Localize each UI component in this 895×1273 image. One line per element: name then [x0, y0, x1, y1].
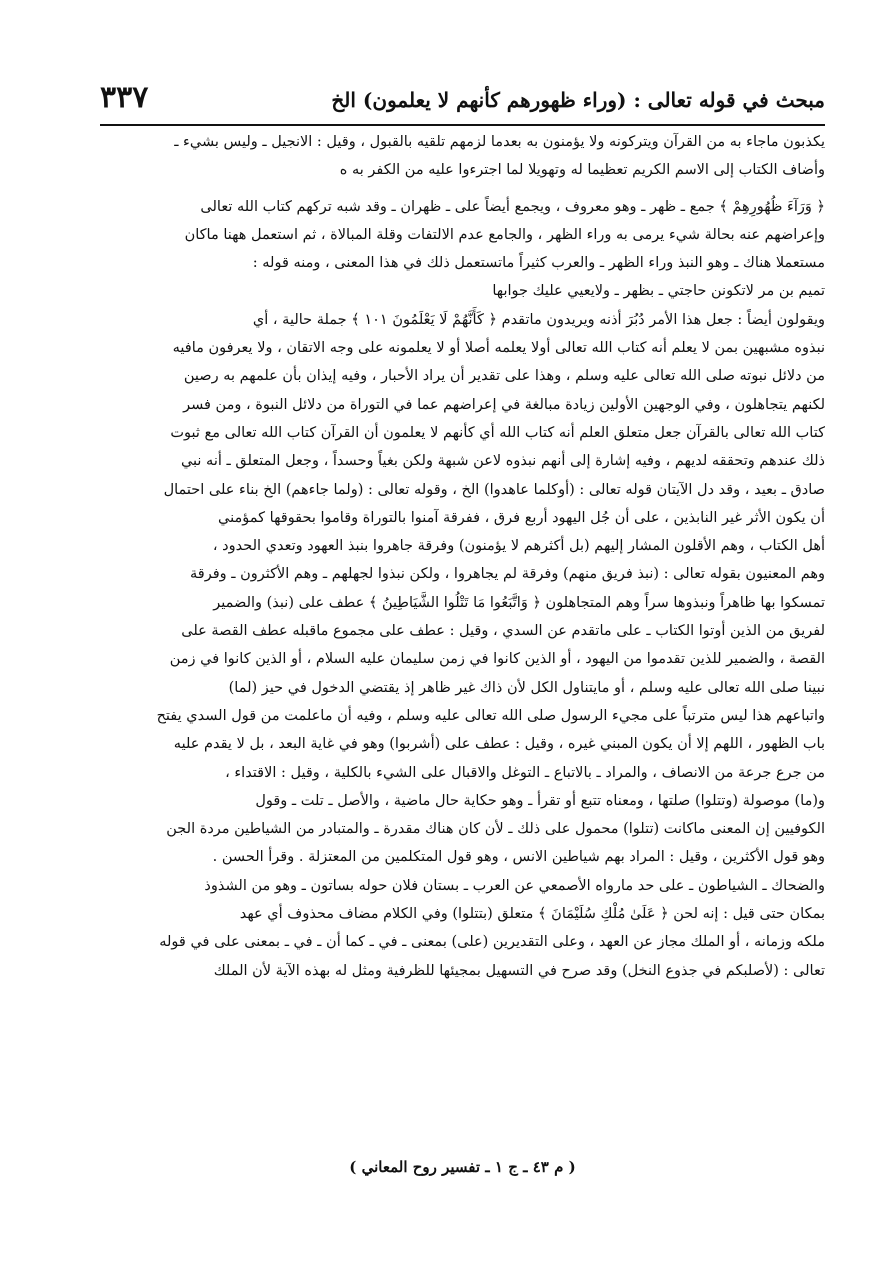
text-line: والضحاك ـ الشياطون ـ على حد مارواه الأصمعي عن العرب ـ بستان فلان حوله بساتون ـ وهو من الشذوذ [204, 877, 825, 894]
text-line: لكنهم يتجاهلون ، وفي الوجهين الأولين زيادة مبالغة في إعراضهم عما في التوراة من دلائل النبوة ، ومن فسر [183, 396, 825, 413]
text-line: صادق ـ بعيد ، وقد دل الآيتان قوله تعالى : (أوكلما عاهدوا) الخ ، وقوله تعالى : (ولما جاءهم) الخ بناء على احتمال [163, 481, 825, 498]
text-line: باب الظهور ، اللهم إلا أن يكون المبني غيره ، وقيل : عطف على (أشربوا) وهو في غاية البعد ، بل لا يقدم عليه [173, 736, 825, 753]
commentary-text [100, 128, 825, 1158]
text-line: بمكان حتى قيل : إنه لحن ﴿ عَلَىٰ مُلْكِ سُلَيْمَانَ ﴾ متعلق (بتتلوا) وفي الكلام مضاف محذوف أي عهد [239, 906, 825, 923]
text-line: الكوفيين إن المعنى ماكانت (تتلوا) محمول على ذلك ـ لأن كان هناك مقدرة ـ والمتبادر من الشياطين مردة الجن [166, 821, 825, 838]
text-line: أن يكون الأثر غير النابذين ، على أن جُل اليهود أربع فرق ، ففرقة آمنوا بالتوراة وقاموا بحقوقها كمؤمني [218, 509, 825, 526]
text-line: من دلائل نبوته صلى الله تعالى عليه وسلم ، وهذا على تقدير أن يراد الأحبار ، وفيه إيذان بأن علمهم به رصين [183, 368, 825, 385]
text-line: لفريق من الذين أوتوا الكتاب ـ على ماتقدم عن السدي ، وقيل : عطف على مجموع ماقبله عطف القصة على [181, 623, 825, 640]
running-title: مبحث في قوله تعالى : (وراء ظهورهم كأنهم لا يعلمون) الخ [331, 88, 825, 112]
text-line: ﴿ وَرَآءَ ظُهُورِهِمْ ﴾ جمع ـ ظهر ـ وهو معروف ، ويجمع أيضاً على ـ ظهران ـ وقد شبه تركهم كتاب الله تعالى [200, 198, 825, 215]
text-line: يكذبون ماجاء به من القرآن ويتركونه ولا يؤمنون به بعدما لزمهم تلقيه بالقبول ، وقيل : الانجيل ـ وليس بشيء ـ [174, 134, 825, 150]
text-line: تمسكوا بها ظاهراً ونبذوها سراً وهم المتجاهلون ﴿ وَاتَّبَعُوا مَا تَتْلُوا الشَّيَاطِينُ ﴾ عطف على (نبذ) والضمير [213, 594, 825, 611]
poetry-verse: تميم بن مر لاتكونن حاجتي ـ بظهر ـ ولايعيي عليك جوابها [492, 283, 825, 300]
text-line: القصة ، والضمير للذين تقدموا من اليهود ، أو الذين كانوا في زمن سليمان عليه السلام ، أو الذين كانوا في زمن [169, 651, 825, 668]
text-line: وهم المعنيون بقوله تعالى : (نبذ فريق منهم) وفرقة لم يجاهروا ، ولكن نبذوا لجهلهم ـ وهم الأكثرون ـ وفرقة [189, 566, 825, 583]
text-line: نبذوه مشبهين بمن لا يعلم أنه كتاب الله تعالى أولا يعلمه أصلا أو لا يعلمونه على وجه الاتقان ، ولا يعرفون مافيه [172, 340, 825, 357]
text-line: و(ما) موصولة (وتتلوا) صلتها ، ومعناه تتبع أو تقرأ ـ وهو حكاية حال ماضية ، والأصل ـ تلت ـ وقول [255, 792, 825, 809]
text-line: نبينا صلى الله تعالى عليه وسلم ، أو مايتناول الكل لأن ذاك غير ظاهر إذ يقتضي الدخول في حيز (لما) [228, 679, 825, 696]
text-line: وأضاف الكتاب إلى الاسم الكريم تعظيما له وتهويلا لما اجترءوا عليه من الكفر به ه [339, 162, 825, 179]
text-line: واتباعهم هذا ليس مترتباً على مجيء الرسول صلى الله تعالى عليه وسلم ، وفيه أن ماعلمت من قول السدي يفتح [156, 707, 825, 724]
page-number: ٣٣٧ [100, 80, 149, 115]
text-line: وهو قول الأكثرين ، وقيل : المراد بهم شياطين الانس ، وهو قول المتكلمين من المعتزلة . وقرأ الحسن . [212, 849, 825, 866]
page-header [100, 80, 825, 124]
text-line: ذلك عندهم وتحققه لديهم ، وفيه إشارة إلى أنهم نبذوه لاعن شبهة ولكن بغياً وحسداً ، وجعل المتعلق ـ أنه نبي [180, 453, 825, 470]
volume-signature: ( م ٤٣ ـ ج ١ ـ تفسير روح المعاني ) [349, 1158, 576, 1176]
text-line: كتاب الله تعالى بالقرآن جعل متعلق العلم أنه كتاب الله أي كأنهم لا يعلمون أن القرآن كتاب الله تعالى مع ثبوت [170, 424, 825, 441]
header-rule [100, 124, 825, 126]
text-line: ويقولون أيضاً : جعل هذا الأمر دُبُرَ أذنه ويريدون ماتقدم ﴿ كَأَنَّهُمْ لَا يَعْلَمُونَ ١٠١ ﴾ جملة حالية ، أي [252, 311, 825, 328]
text-line: تعالى : (لأصلبكم في جذوع النخل) وقد صرح في التسهيل بمجيئها للظرفية ومثل له بهذه الآية لأن الملك [213, 962, 825, 979]
text-line: وإعراضهم عنه بحالة شيء يرمى به وراء الظهر ، والجامع عدم الالتفات وقلة المبالاة ، ثم استعمل ههنا ماكان [184, 226, 825, 243]
text-line: من جرع جرعة من الانصاف ، والمراد ـ بالاتباع ـ التوغل والاقبال على الشيء بالكلية ، وقيل : الاقتداء ، [225, 764, 825, 781]
text-line: مستعملا هناك ـ وهو النبذ وراء الظهر ـ والعرب كثيراً ماتستعمل ذلك في هذا المعنى ، ومنه قوله : [252, 255, 825, 272]
text-line: أهل الكتاب ، وهم الأقلون المشار إليهم (بل أكثرهم لا يؤمنون) وفرقة جاهروا بنبذ العهود وتعدي الحدود ، [212, 538, 825, 555]
text-line: ملكه وزمانه ، أو الملك مجاز عن العهد ، وعلى التقديرين (على) بمعنى ـ في ـ كما أن ـ في ـ بمعنى على في قوله [159, 934, 825, 951]
